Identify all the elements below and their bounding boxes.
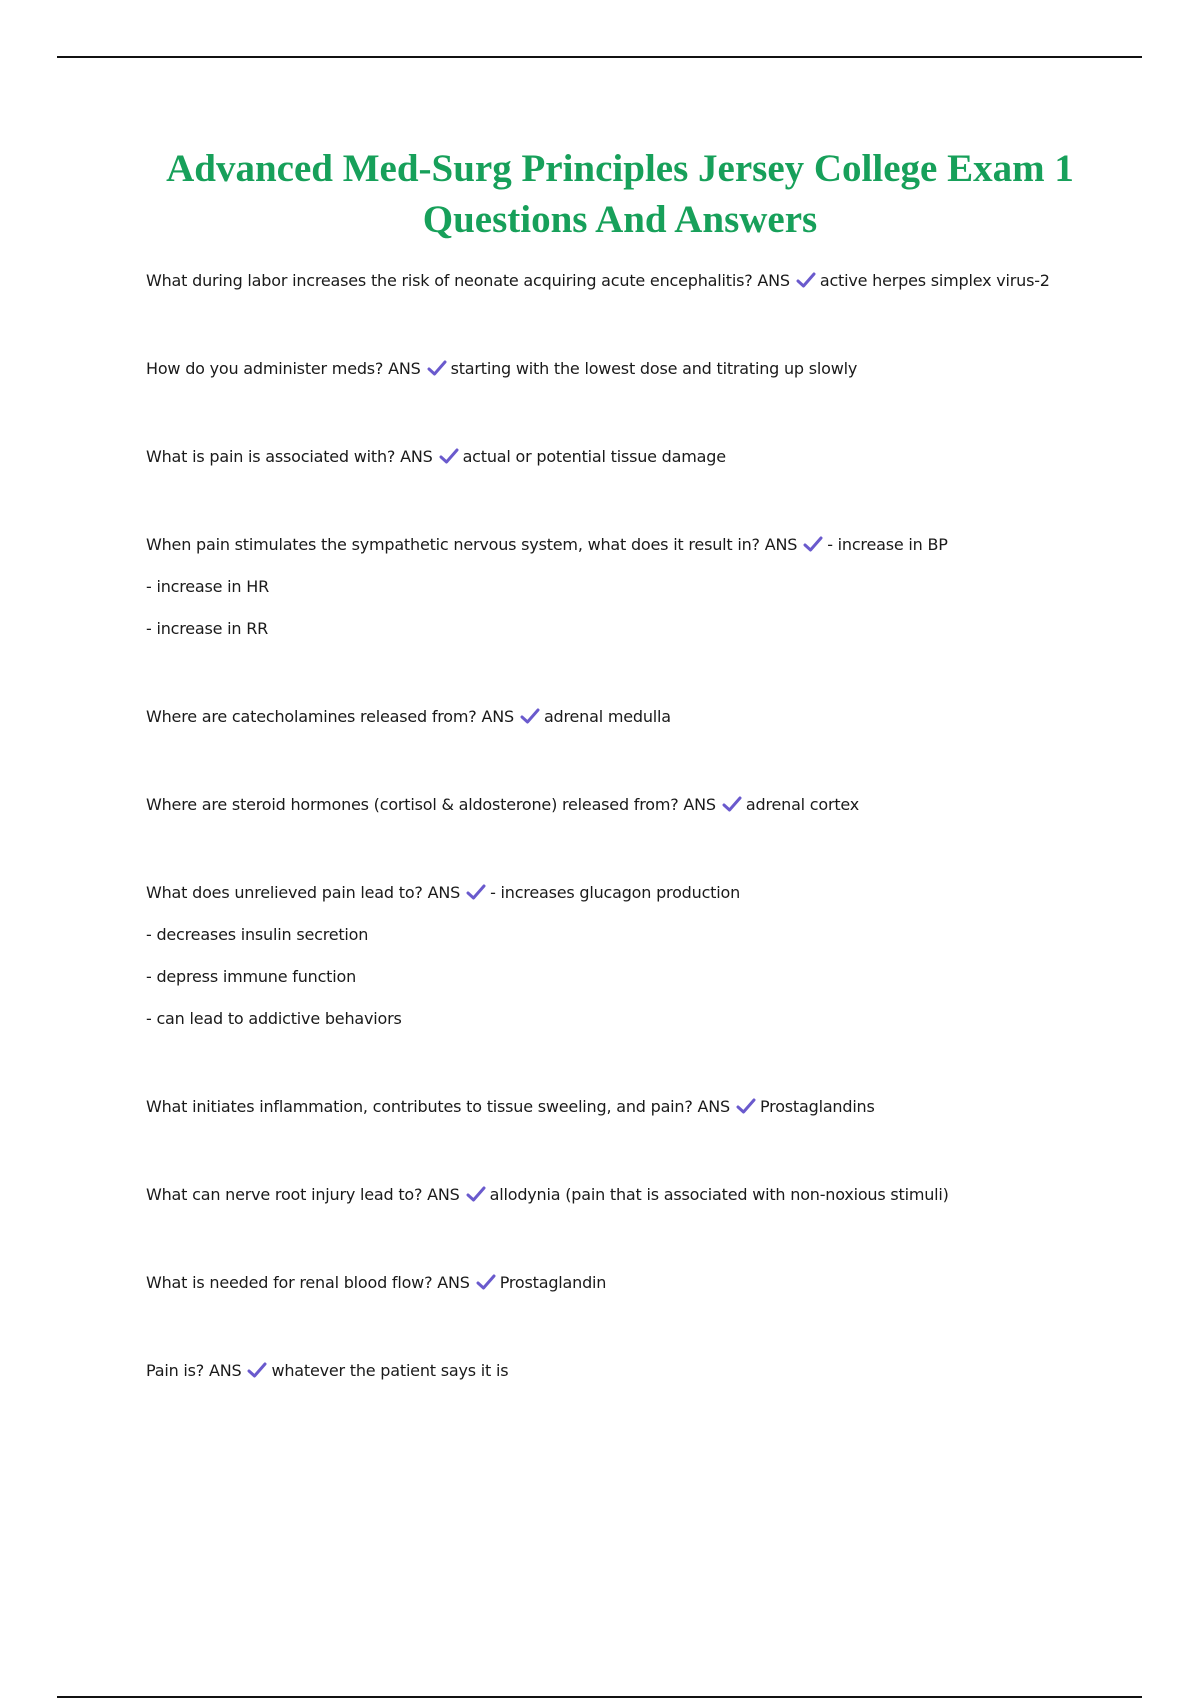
qa-item xyxy=(146,524,1146,650)
question-text: What is pain is associated with? ANS xyxy=(146,447,433,466)
question-text: Where are catecholamines released from? ANS xyxy=(146,707,514,726)
answer-text: - increases glucagon production xyxy=(490,883,741,902)
qa-line xyxy=(146,1174,1146,1216)
qa-item xyxy=(146,1350,1146,1392)
qa-line xyxy=(146,1262,1146,1304)
qa-line xyxy=(146,872,1146,914)
qa-item xyxy=(146,696,1146,738)
question-text: Pain is? ANS xyxy=(146,1361,242,1380)
qa-line xyxy=(146,784,1146,826)
qa-line xyxy=(146,1350,1146,1392)
answer-text: adrenal medulla xyxy=(543,707,671,726)
question-text: What does unrelieved pain lead to? ANS xyxy=(146,883,461,902)
document-title: Advanced Med-Surg Principles Jersey College Exam 1 Questions And Answers xyxy=(166,147,1074,241)
question-text: What can nerve root injury lead to? ANS xyxy=(146,1185,460,1204)
qa-item xyxy=(146,784,1146,826)
answer-text: - increase in BP xyxy=(827,535,948,554)
qa-line xyxy=(146,1086,1146,1128)
answer-text: whatever the patient says it is xyxy=(271,1361,509,1380)
answer-text: starting with the lowest dose and titrating up slowly xyxy=(450,359,858,378)
qa-line xyxy=(146,696,1146,738)
check-icon xyxy=(466,1186,486,1202)
check-icon xyxy=(520,708,540,724)
qa-line xyxy=(146,436,1146,478)
check-icon xyxy=(736,1098,756,1114)
answer-text: adrenal cortex xyxy=(745,795,860,814)
top-rule xyxy=(57,56,1142,58)
qa-item xyxy=(146,1086,1146,1128)
answer-continuation: - decreases insulin secretion xyxy=(146,925,369,944)
qa-item xyxy=(146,260,1146,302)
check-icon xyxy=(796,272,816,288)
answer-text: actual or potential tissue damage xyxy=(462,447,726,466)
answer-continuation: - can lead to addictive behaviors xyxy=(146,1009,402,1028)
question-text: What during labor increases the risk of neonate acquiring acute encephalitis? ANS xyxy=(146,271,790,290)
qa-line xyxy=(146,260,1146,302)
check-icon xyxy=(722,796,742,812)
question-text: Where are steroid hormones (cortisol & aldosterone) released from? ANS xyxy=(146,795,716,814)
qa-line xyxy=(146,524,1146,566)
check-icon xyxy=(427,360,447,376)
question-text: How do you administer meds? ANS xyxy=(146,359,421,378)
bottom-rule xyxy=(57,1696,1142,1698)
answer-text: Prostaglandins xyxy=(760,1097,875,1116)
answer-text: allodynia (pain that is associated with non-noxious stimuli) xyxy=(489,1185,949,1204)
qa-line xyxy=(146,348,1146,390)
qa-item xyxy=(146,1174,1146,1216)
question-text: When pain stimulates the sympathetic nervous system, what does it result in? ANS xyxy=(146,535,798,554)
qa-list xyxy=(146,260,1146,1438)
answer-text: active herpes simplex virus-2 xyxy=(819,271,1050,290)
check-icon xyxy=(803,536,823,552)
check-icon xyxy=(466,884,486,900)
question-text: What initiates inflammation, contributes to tissue sweeling, and pain? ANS xyxy=(146,1097,731,1116)
check-icon xyxy=(247,1362,267,1378)
qa-item xyxy=(146,348,1146,390)
qa-item xyxy=(146,1262,1146,1304)
answer-continuation: - depress immune function xyxy=(146,967,357,986)
qa-item xyxy=(146,436,1146,478)
answer-text: Prostaglandin xyxy=(499,1273,607,1292)
answer-continuation: - increase in RR xyxy=(146,619,269,638)
question-text: What is needed for renal blood flow? ANS xyxy=(146,1273,470,1292)
check-icon xyxy=(439,448,459,464)
check-icon xyxy=(476,1274,496,1290)
qa-item xyxy=(146,872,1146,1040)
answer-continuation: - increase in HR xyxy=(146,577,270,596)
